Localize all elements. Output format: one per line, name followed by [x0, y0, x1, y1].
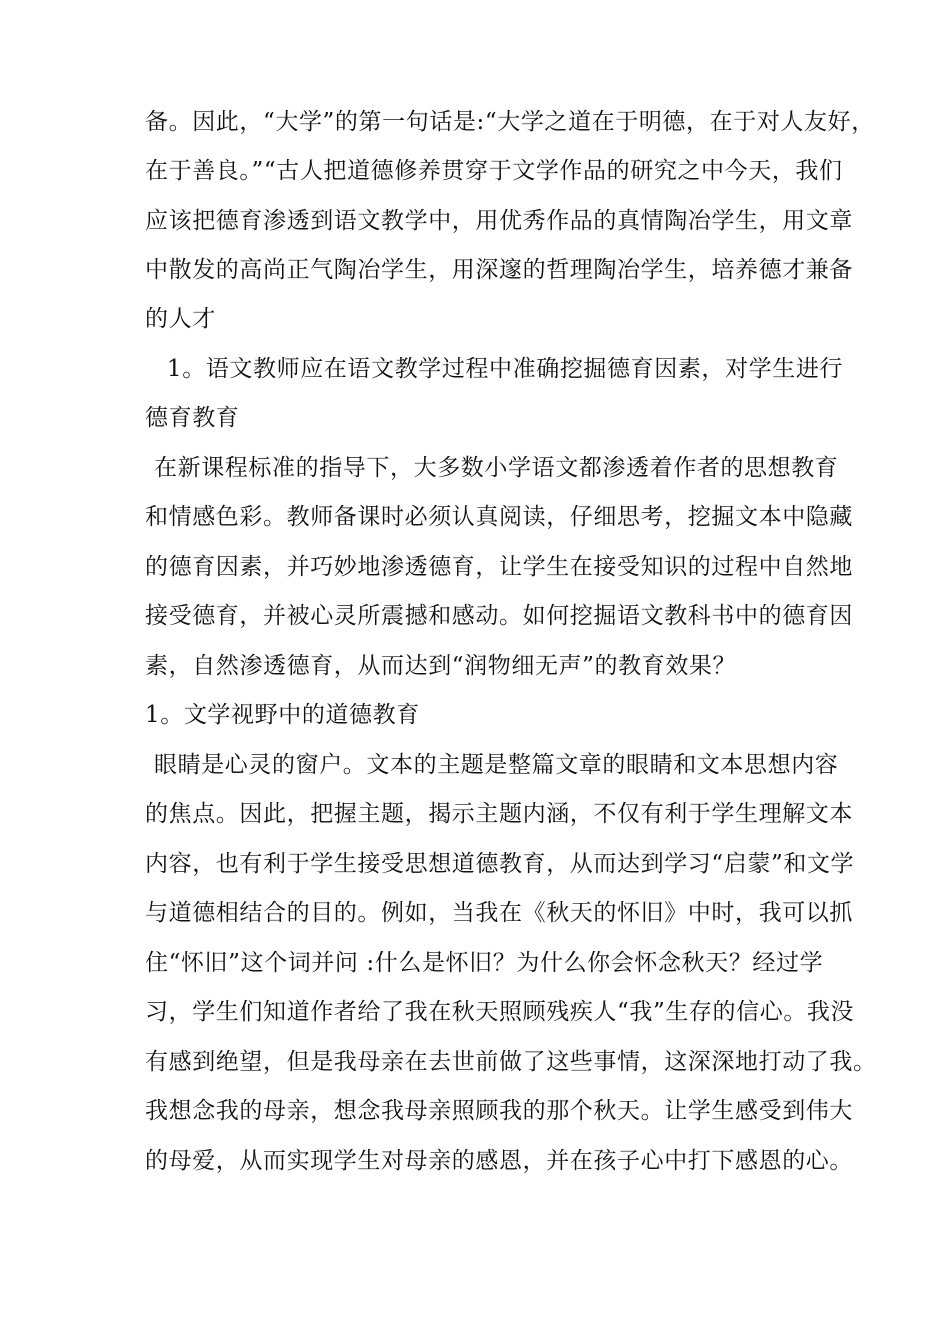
text-line-14: 眼睛是心灵的窗户。文本的主题是整篇文章的眼睛和文本思想内容 — [154, 752, 839, 778]
section-heading-1: 1。语文教师应在语文教学过程中准确挖掘德育因素，对学生进行 — [167, 356, 844, 382]
text-line-20: 有感到绝望，但是我母亲在去世前做了这些事情，这深深地打动了我。 — [145, 1049, 877, 1075]
text-line-17: 与道德相结合的目的。例如，当我在《秋天的怀旧》中时，我可以抓 — [145, 900, 853, 926]
text-line-9: 和情感色彩。教师备课时必须认真阅读，仔细思考，挖掘文本中隐藏 — [145, 504, 853, 530]
text-line-16: 内容，也有利于学生接受思想道德教育，从而达到学习“启蒙”和文学 — [145, 851, 855, 877]
text-line-8: 在新课程标准的指导下，大多数小学语文都渗透着作者的思想教育 — [154, 455, 839, 481]
text-line-19: 习，学生们知道作者给了我在秋天照顾残疾人“我”生存的信心。我没 — [145, 999, 855, 1025]
text-line-21: 我想念我的母亲，想念我母亲照顾我的那个秋天。让学生感受到伟大 — [145, 1098, 853, 1124]
text-line-10: 的德育因素，并巧妙地渗透德育，让学生在接受知识的过程中自然地 — [145, 554, 853, 580]
text-line-5: 的人才 — [145, 306, 216, 332]
section-heading-1-cont: 德育教育 — [145, 405, 240, 431]
text-line-15: 的焦点。因此，把握主题，揭示主题内涵，不仅有利于学生理解文本 — [145, 801, 853, 827]
text-line-11: 接受德育，并被心灵所震撼和感动。如何挖掘语文教科书中的德育因 — [145, 603, 853, 629]
text-line-12: 素，自然渗透德育，从而达到“润物细无声”的教育效果？ — [145, 653, 737, 679]
text-line-3: 应该把德育渗透到语文教学中，用优秀作品的真情陶冶学生，用文章 — [145, 208, 853, 234]
section-heading-2: 1。文学视野中的道德教育 — [145, 702, 420, 728]
text-line-4: 中散发的高尚正气陶冶学生，用深邃的哲理陶冶学生，培养德才兼备 — [145, 257, 853, 283]
text-line-1: 备。因此，“大学”的第一句话是:“大学之道在于明德，在于对人友好， — [145, 109, 875, 135]
text-line-22: 的母爱，从而实现学生对母亲的感恩，并在孩子心中打下感恩的心。 — [145, 1148, 853, 1174]
text-line-2: 在于善良。”“古人把道德修养贯穿于文学作品的研究之中今天，我们 — [145, 158, 843, 184]
text-line-18: 住“怀旧”这个词并问 :什么是怀旧？为什么你会怀念秋天？经过学 — [145, 950, 824, 976]
